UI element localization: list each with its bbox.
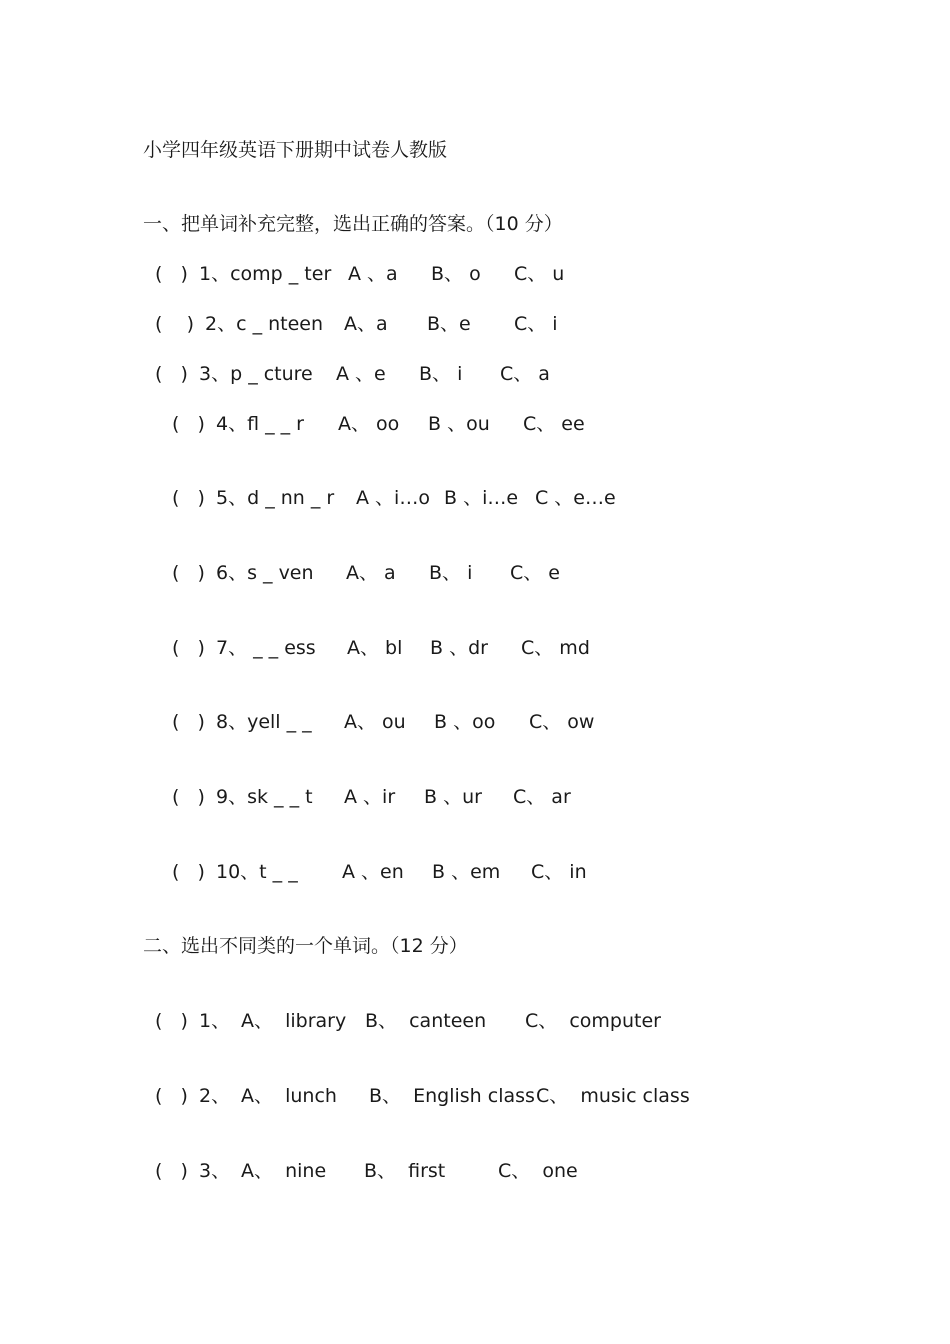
- question-stem: 7、 _ _ ess: [216, 637, 316, 659]
- option-a: A、 nine: [241, 1160, 327, 1182]
- question-row: [155, 362, 805, 386]
- option-c: C、 u: [514, 263, 565, 285]
- option-c: C、 a: [500, 363, 550, 385]
- option-a: A、 bl: [347, 637, 403, 659]
- question-row: [172, 860, 822, 884]
- answer-blank: ( ): [172, 861, 205, 883]
- option-a: A、a: [344, 313, 388, 335]
- option-c: C、 one: [498, 1160, 578, 1182]
- question-stem: 6、s _ ven: [216, 562, 314, 584]
- question-row: [172, 412, 822, 436]
- question-row: [172, 785, 822, 809]
- section2-heading: 二、选出不同类的一个单词。（12 分）: [143, 935, 468, 957]
- option-a: A 、i…o: [356, 487, 430, 509]
- option-c: C、 e: [510, 562, 560, 584]
- question-number: 1、: [199, 1010, 231, 1032]
- option-b: B、 o: [431, 263, 481, 285]
- question-row: [172, 636, 822, 660]
- option-b: B、e: [427, 313, 471, 335]
- option-a: A、 lunch: [241, 1085, 337, 1107]
- answer-blank: ( ): [155, 1160, 188, 1182]
- question-row: [155, 312, 805, 336]
- answer-blank: ( ): [172, 711, 205, 733]
- option-a: A 、a: [348, 263, 398, 285]
- question-row: [155, 262, 805, 286]
- option-c: C、 i: [514, 313, 558, 335]
- answer-blank: ( ): [172, 637, 205, 659]
- question-stem: 8、yell _ _: [216, 711, 312, 733]
- option-c: C、 ow: [529, 711, 595, 733]
- option-c: C 、e…e: [535, 487, 616, 509]
- question-stem: 5、d _ nn _ r: [216, 487, 335, 509]
- option-c: C、 ee: [523, 413, 585, 435]
- option-b: B、 English class: [369, 1085, 535, 1107]
- question-row: [172, 486, 822, 510]
- question-stem: 2、c _ nteen: [205, 313, 324, 335]
- option-a: A、 oo: [338, 413, 400, 435]
- question-stem: 3、p _ cture: [199, 363, 313, 385]
- option-c: C、 computer: [525, 1010, 661, 1032]
- option-c: C、 in: [531, 861, 587, 883]
- question-stem: 4、fl _ _ r: [216, 413, 304, 435]
- option-a: A、 a: [346, 562, 396, 584]
- page-title: 小学四年级英语下册期中试卷人教版: [143, 139, 448, 161]
- question-number: 2、: [199, 1085, 231, 1107]
- option-b: B 、dr: [430, 637, 488, 659]
- answer-blank: ( ): [155, 263, 188, 285]
- question-stem: 10、t _ _: [216, 861, 298, 883]
- option-b: B、 i: [429, 562, 473, 584]
- answer-blank: ( ): [155, 1010, 188, 1032]
- option-b: B、 i: [419, 363, 463, 385]
- question-number: 3、: [199, 1160, 231, 1182]
- option-c: C、 ar: [513, 786, 571, 808]
- option-b: B 、em: [432, 861, 501, 883]
- option-a: A 、ir: [344, 786, 396, 808]
- option-b: B、 first: [364, 1160, 446, 1182]
- option-a: A 、en: [342, 861, 404, 883]
- option-b: B 、i…e: [444, 487, 519, 509]
- option-b: B 、ur: [424, 786, 482, 808]
- answer-blank: ( ): [172, 786, 205, 808]
- option-b: B 、oo: [434, 711, 496, 733]
- option-a: A 、e: [336, 363, 386, 385]
- answer-blank: ( ): [172, 413, 205, 435]
- question-row: [155, 1009, 855, 1033]
- option-b: B、 canteen: [365, 1010, 487, 1032]
- answer-blank: ( ): [155, 313, 194, 335]
- option-c: C、 md: [521, 637, 590, 659]
- question-row: [172, 561, 822, 585]
- answer-blank: ( ): [172, 562, 205, 584]
- question-row: [172, 710, 822, 734]
- section1-heading: 一、把单词补充完整，选出正确的答案。（10 分）: [143, 213, 563, 235]
- question-stem: 9、sk _ _ t: [216, 786, 313, 808]
- option-a: A、 library: [241, 1010, 347, 1032]
- answer-blank: ( ): [155, 1085, 188, 1107]
- answer-blank: ( ): [155, 363, 188, 385]
- option-b: B 、ou: [428, 413, 490, 435]
- option-a: A、 ou: [344, 711, 406, 733]
- answer-blank: ( ): [172, 487, 205, 509]
- option-c: C、 music class: [536, 1085, 690, 1107]
- question-row: [155, 1159, 855, 1183]
- question-stem: 1、comp _ ter: [199, 263, 332, 285]
- question-row: [155, 1084, 855, 1108]
